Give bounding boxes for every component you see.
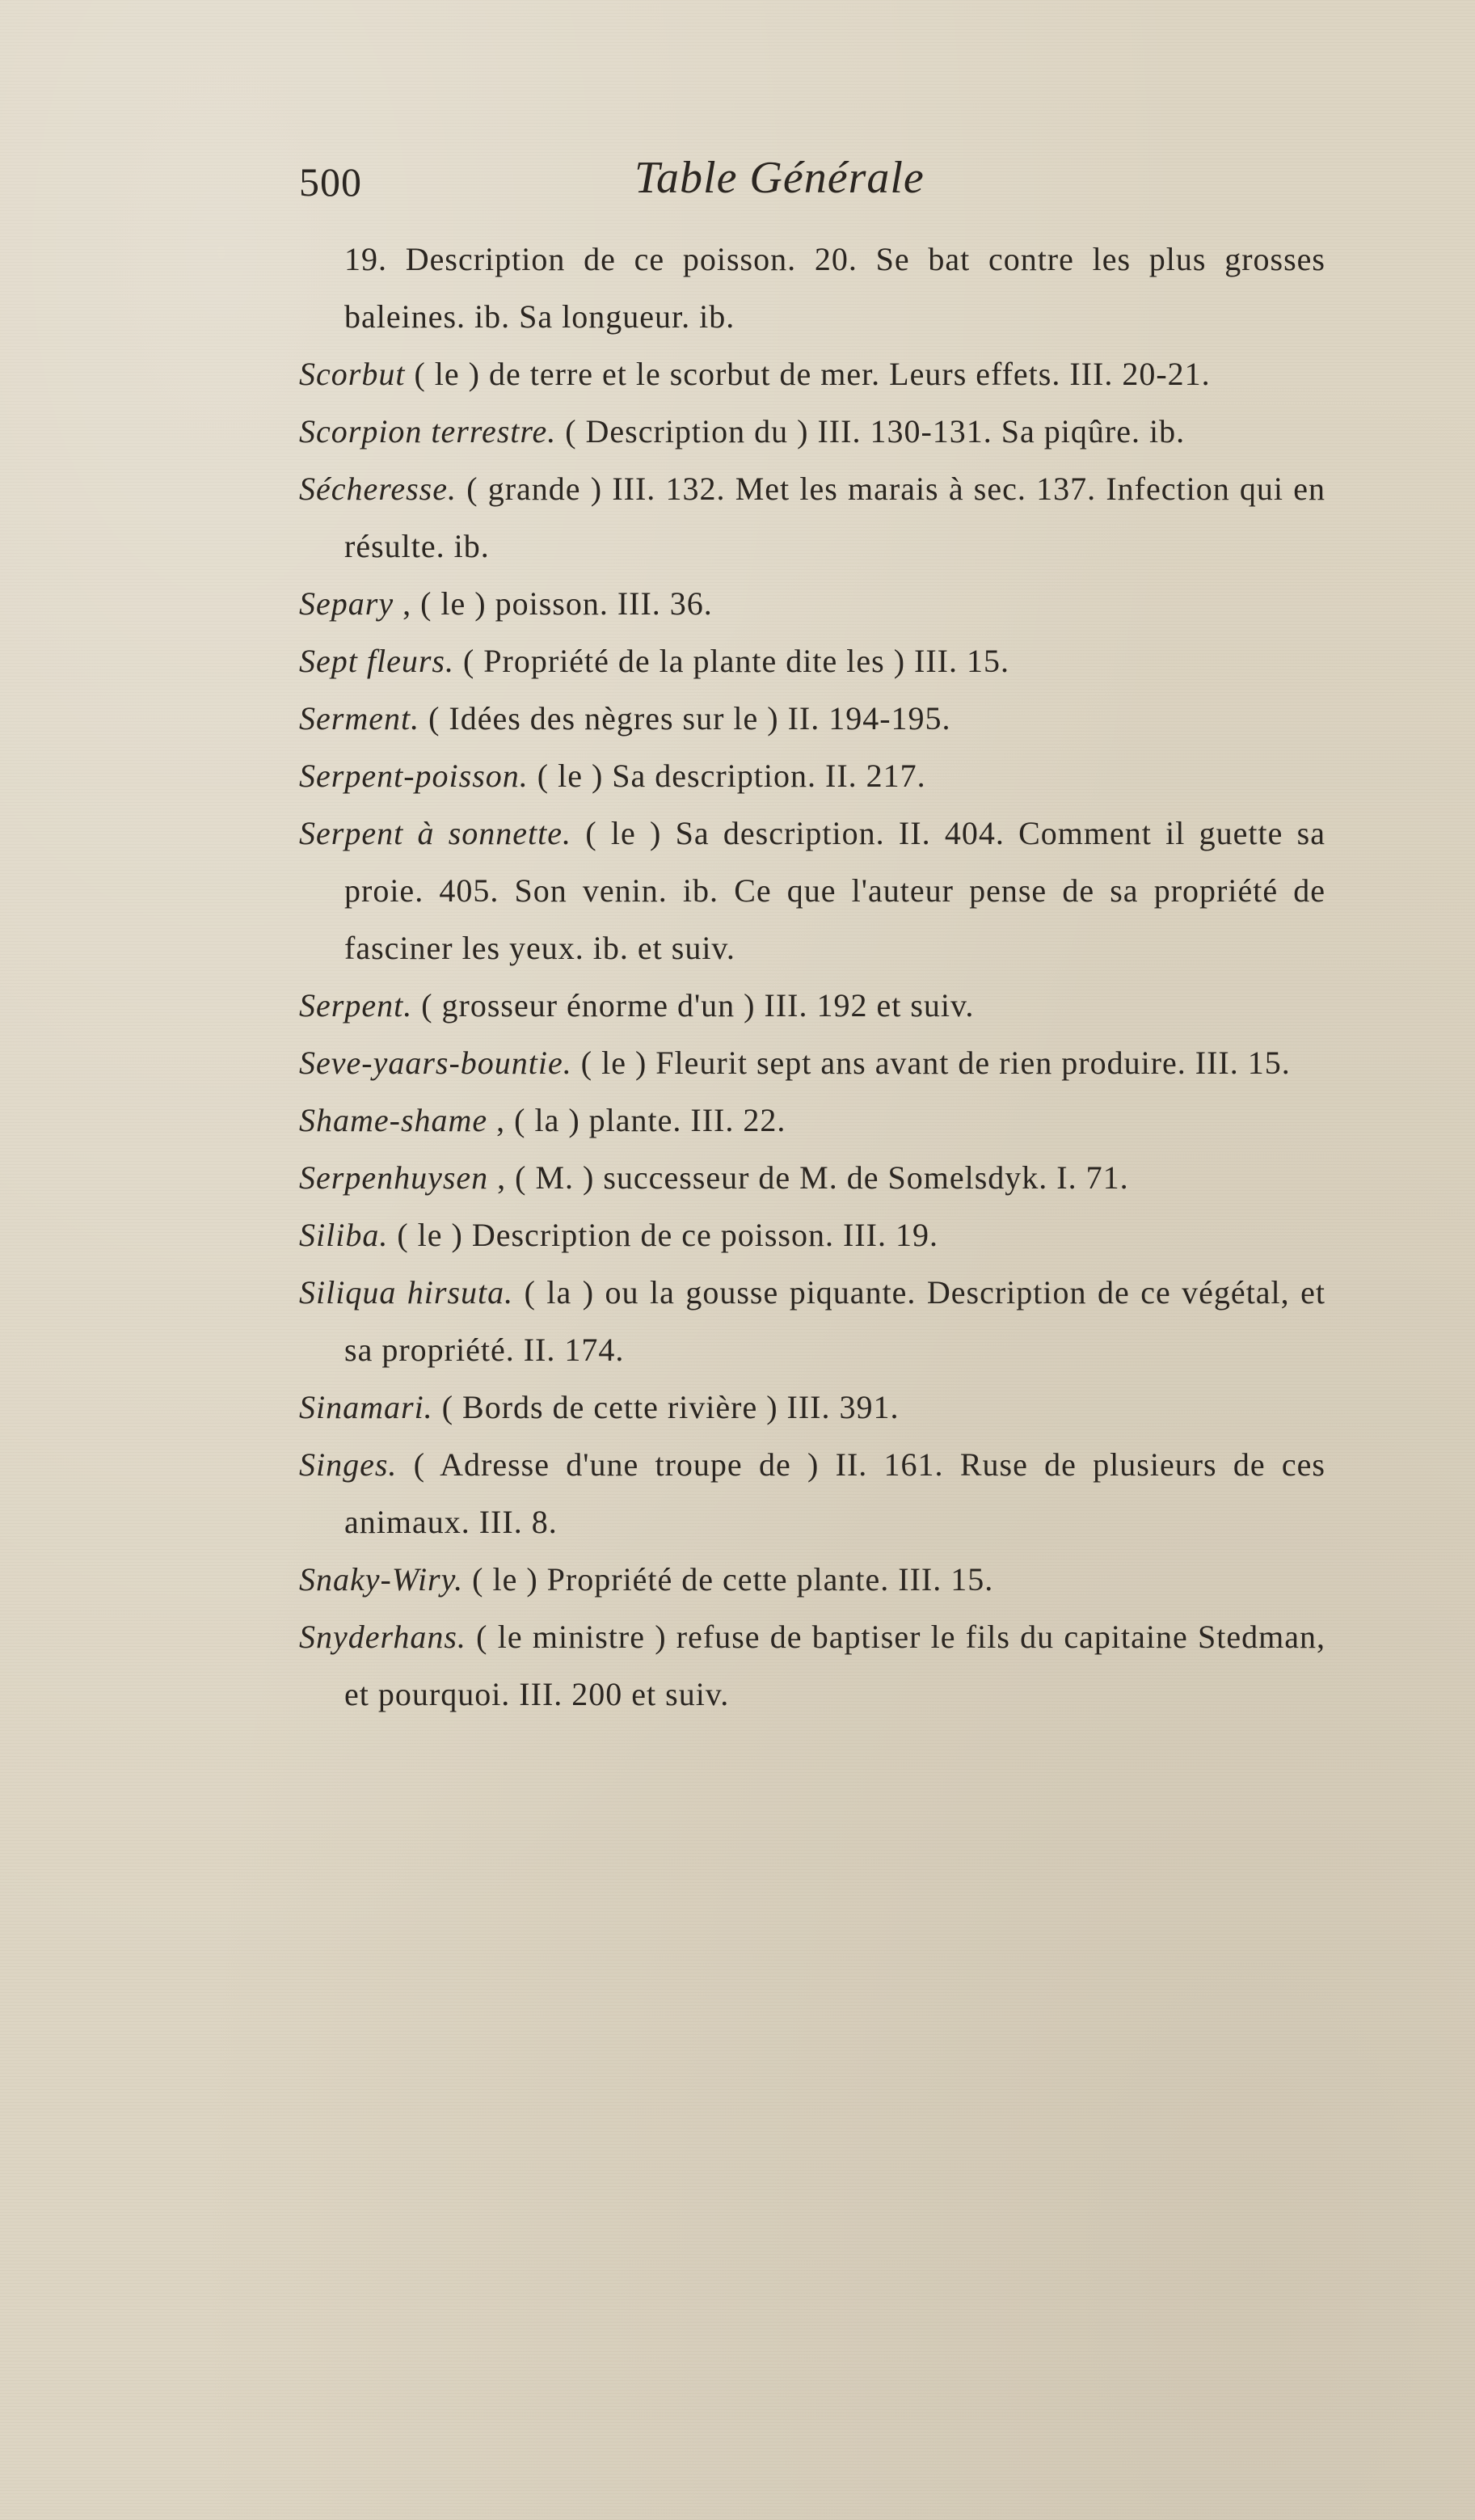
index-entry [299, 1436, 1325, 1551]
entry-headword: Sécheresse. [299, 471, 457, 507]
entry-text: ( Propriété de la plante dite les ) III. 15. [453, 643, 1009, 679]
index-entry [299, 1091, 1325, 1149]
entry-headword: Snaky-Wiry. [299, 1561, 464, 1598]
entry-headword: Sinamari. [299, 1389, 433, 1425]
index-entry [299, 345, 1325, 403]
index-entry [299, 1149, 1325, 1206]
entry-text: 19. Description de ce poisson. 20. Se bat contre les plus grosses baleines. ib. Sa longueur. ib. [344, 241, 1325, 335]
entry-headword: Sept fleurs. [299, 643, 454, 679]
entry-headword: Singes. [299, 1446, 398, 1483]
entry-text: , ( le ) poisson. III. 36. [394, 585, 713, 622]
entry-headword: Scorpion terrestre. [299, 413, 557, 450]
entry-text: ( Idées des nègres sur le ) II. 194-195. [419, 700, 951, 737]
index-entry [299, 460, 1325, 575]
index-entries [299, 230, 1325, 1723]
entry-headword: Siliba. [299, 1217, 389, 1253]
entry-headword: Siliqua hirsuta. [299, 1274, 514, 1311]
entry-headword: Serpent-poisson. [299, 758, 529, 794]
index-entry [299, 230, 1325, 345]
entry-headword: Scorbut [299, 356, 406, 392]
index-entry [299, 1264, 1325, 1378]
index-entry [299, 1608, 1325, 1723]
index-entry [299, 977, 1325, 1034]
entry-headword: Serpent. [299, 987, 413, 1024]
entry-headword: Shame-shame [299, 1102, 488, 1138]
running-title: Table Générale [634, 153, 925, 203]
index-entry [299, 747, 1325, 804]
entry-text: ( le ) de terre et le scorbut de mer. Leurs effets. III. 20-21. [405, 356, 1211, 392]
index-entry [299, 804, 1325, 977]
index-entry [299, 632, 1325, 690]
entry-text: ( le ministre ) refuse de baptiser le fils du capitaine Stedman, et pourquoi. III. 200 et suiv. [344, 1619, 1325, 1712]
entry-headword: Snyderhans. [299, 1619, 466, 1655]
index-entry [299, 1206, 1325, 1264]
entry-text: , ( la ) plante. III. 22. [487, 1102, 786, 1138]
index-entry [299, 690, 1325, 747]
index-entry [299, 1551, 1325, 1608]
entry-text: ( le ) Description de ce poisson. III. 19. [388, 1217, 938, 1253]
entry-text: ( grande ) III. 132. Met les marais à sec. 137. Infection qui en résulte. ib. [344, 471, 1325, 564]
entry-text: ( Description du ) III. 130-131. Sa piqûre. ib. [556, 413, 1186, 450]
entry-headword: Serpent à sonnette. [299, 815, 572, 851]
index-entry [299, 1034, 1325, 1091]
entry-text: ( grosseur énorme d'un ) III. 192 et suiv. [412, 987, 975, 1024]
entry-text: ( le ) Fleurit sept ans avant de rien produire. III. 15. [571, 1045, 1291, 1081]
entry-text: ( la ) ou la gousse piquante. Description de ce végétal, et sa propriété. II. 174. [344, 1274, 1326, 1368]
entry-headword: Serment. [299, 700, 420, 737]
entry-headword: Separy [299, 585, 394, 622]
page-number: 500 [299, 159, 362, 205]
entry-text: , ( M. ) successeur de M. de Somelsdyk. I. 71. [488, 1159, 1129, 1196]
entry-text: ( le ) Sa description. II. 404. Comment il guette sa proie. 405. Son venin. ib. Ce que l'auteur pense de sa propriété de fasciner les yeux. ib. et suiv. [344, 815, 1325, 966]
entry-text: ( Bords de cette rivière ) III. 391. [432, 1389, 900, 1425]
index-entry [299, 1378, 1325, 1436]
entry-text: ( Adresse d'une troupe de ) II. 161. Ruse de plusieurs de ces animaux. III. 8. [344, 1446, 1325, 1540]
entry-headword: Seve-yaars-bountie. [299, 1045, 572, 1081]
index-entry [299, 575, 1325, 632]
entry-text: ( le ) Propriété de cette plante. III. 15. [463, 1561, 994, 1598]
index-entry [299, 403, 1325, 460]
page-header [299, 152, 1342, 217]
entry-headword: Serpenhuysen [299, 1159, 489, 1196]
entry-text: ( le ) Sa description. II. 217. [528, 758, 926, 794]
